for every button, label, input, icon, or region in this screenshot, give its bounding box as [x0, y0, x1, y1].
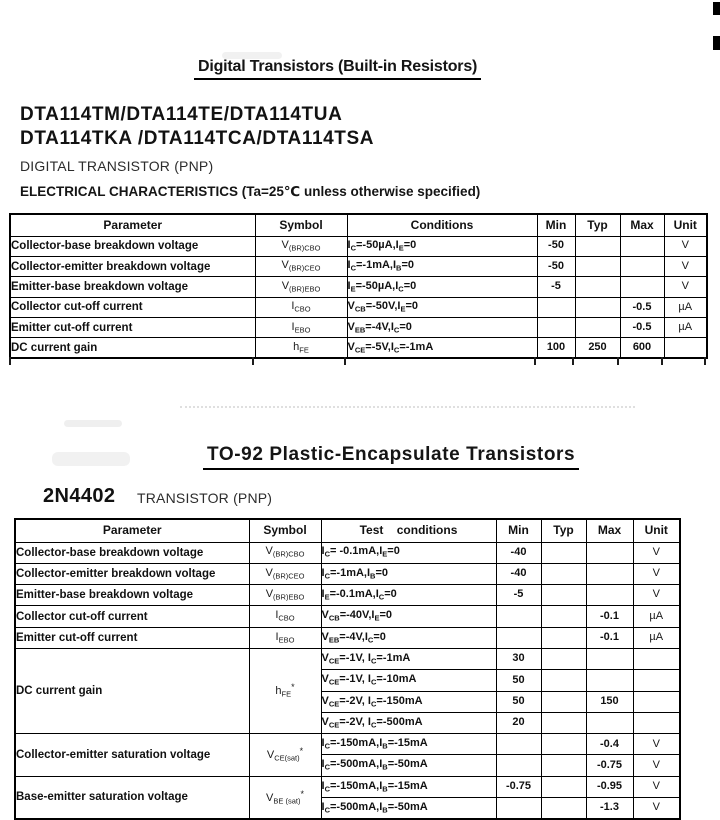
min-cell: -50 — [537, 256, 575, 276]
max-cell: -0.4 — [586, 734, 633, 755]
conditions-cell: $I_C=-150mA,I_B=-15mA$ — [321, 734, 496, 755]
max-cell: 600 — [620, 338, 664, 358]
conditions-cell: $I_C=-500mA,I_B=-50mA$ — [321, 755, 496, 776]
min-cell — [537, 297, 575, 317]
unit-cell: V — [633, 563, 680, 584]
scan-smudge-artifact — [52, 452, 130, 466]
min-cell — [496, 755, 541, 776]
max-cell — [620, 236, 664, 256]
min-cell: 100 — [537, 338, 575, 358]
unit-cell: µA — [633, 606, 680, 627]
conditions-cell: $V_{CB}=-50V,I_E=0$ — [347, 297, 537, 317]
scan-edge-mark-top — [713, 2, 720, 15]
electrical-characteristics-heading: ELECTRICAL CHARACTERISTICS (Ta=25℃ unless otherwise specified) — [20, 184, 481, 199]
column-header: Typ — [541, 519, 586, 542]
unit-cell: µA — [664, 318, 707, 338]
symbol-cell: $V_{(BR)CBO}$ — [255, 236, 347, 256]
conditions-cell: $I_C=-1mA,I_B=0$ — [321, 563, 496, 584]
table1-body — [10, 236, 707, 358]
symbol-cell: $I_{EBO}$ — [249, 627, 321, 648]
typ-cell — [541, 563, 586, 584]
parameter-cell: Emitter-base breakdown voltage — [10, 277, 255, 297]
typ-cell — [541, 691, 586, 712]
parameter-cell: Collector-emitter breakdown voltage — [15, 563, 249, 584]
parameter-cell: DC current gain — [15, 648, 249, 733]
typ-cell — [541, 670, 586, 691]
parameter-cell: Emitter cut-off current — [10, 318, 255, 338]
min-cell: -5 — [537, 277, 575, 297]
column-header: Symbol — [255, 214, 347, 236]
conditions-cell: $I_C=-150mA,I_B=-15mA$ — [321, 776, 496, 797]
unit-cell: V — [633, 734, 680, 755]
column-header: Symbol — [249, 519, 321, 542]
symbol-cell: $V_{(BR)CEO}$ — [249, 563, 321, 584]
max-cell: -0.5 — [620, 297, 664, 317]
min-cell: 50 — [496, 691, 541, 712]
max-cell: -0.75 — [586, 755, 633, 776]
column-header: Unit — [633, 519, 680, 542]
max-cell — [586, 563, 633, 584]
min-cell — [496, 798, 541, 819]
typ-cell — [541, 627, 586, 648]
cut-row-stub — [572, 357, 574, 365]
max-cell: -0.1 — [586, 627, 633, 648]
unit-cell — [633, 648, 680, 669]
max-cell: 150 — [586, 691, 633, 712]
section2-title: TO-92 Plastic-Encapsulate Transistors — [203, 444, 579, 470]
column-header: Parameter — [15, 519, 249, 542]
column-header: Test conditions — [321, 519, 496, 542]
parameter-cell: Emitter cut-off current — [15, 627, 249, 648]
2n4402-characteristics-table — [14, 518, 681, 820]
cut-row-stub — [617, 357, 619, 365]
cut-row-stub — [252, 357, 254, 365]
parameter-cell: Collector-base breakdown voltage — [10, 236, 255, 256]
dta114-characteristics-table — [9, 213, 708, 359]
symbol-cell: $I_{CBO}$ — [255, 297, 347, 317]
unit-cell: V — [633, 798, 680, 819]
table-row — [10, 256, 707, 276]
column-header: Min — [537, 214, 575, 236]
conditions-cell: $V_{CB}=-40V,I_E=0$ — [321, 606, 496, 627]
symbol-cell: $V_{BE (sat)}^*$ — [249, 776, 321, 819]
max-cell — [586, 670, 633, 691]
conditions-cell: $V_{CE}=-2V$, $I_C=-150mA$ — [321, 691, 496, 712]
unit-cell: V — [664, 277, 707, 297]
symbol-cell: $I_{CBO}$ — [249, 606, 321, 627]
table-row — [15, 563, 680, 584]
max-cell — [620, 277, 664, 297]
conditions-cell: $V_{EB}=-4V,I_C=0$ — [347, 318, 537, 338]
scan-smudge-artifact — [180, 406, 635, 411]
table-row — [15, 776, 680, 797]
unit-cell: V — [633, 755, 680, 776]
symbol-cell: $V_{(BR)EBO}$ — [255, 277, 347, 297]
table2-header-row — [15, 519, 680, 542]
column-header: Unit — [664, 214, 707, 236]
unit-cell: V — [664, 256, 707, 276]
table-row — [15, 734, 680, 755]
typ-cell — [541, 755, 586, 776]
section1-device-type: DIGITAL TRANSISTOR (PNP) — [20, 158, 214, 174]
table-row — [10, 236, 707, 256]
parameter-cell: Collector cut-off current — [15, 606, 249, 627]
max-cell: -0.5 — [620, 318, 664, 338]
typ-cell — [575, 318, 620, 338]
unit-cell: V — [633, 776, 680, 797]
part-numbers-line1: DTA114TM/DTA114TE/DTA114TUA — [20, 104, 343, 125]
typ-cell — [575, 256, 620, 276]
conditions-cell: $I_E=-0.1mA,I_C=0$ — [321, 585, 496, 606]
typ-cell — [575, 277, 620, 297]
parameter-cell: Collector-emitter saturation voltage — [15, 734, 249, 777]
typ-cell — [575, 236, 620, 256]
unit-cell — [633, 670, 680, 691]
section2-device-type: TRANSISTOR (PNP) — [137, 490, 273, 506]
max-cell — [620, 256, 664, 276]
symbol-cell: $V_{(BR)EBO}$ — [249, 585, 321, 606]
min-cell: -40 — [496, 542, 541, 563]
parameter-cell: DC current gain — [10, 338, 255, 358]
column-header: Typ — [575, 214, 620, 236]
column-header: Parameter — [10, 214, 255, 236]
symbol-cell: $h_{FE}^*$ — [249, 648, 321, 733]
table-row — [10, 277, 707, 297]
min-cell: -50 — [537, 236, 575, 256]
typ-cell — [541, 585, 586, 606]
parameter-cell: Base-emitter saturation voltage — [15, 776, 249, 819]
max-cell: -1.3 — [586, 798, 633, 819]
min-cell: 50 — [496, 670, 541, 691]
typ-cell — [541, 606, 586, 627]
table-row — [15, 648, 680, 669]
symbol-cell: $V_{CE(sat)}^*$ — [249, 734, 321, 777]
min-cell: 30 — [496, 648, 541, 669]
conditions-cell: $I_C=-1mA,I_B=0$ — [347, 256, 537, 276]
min-cell — [496, 606, 541, 627]
table-row — [10, 297, 707, 317]
table-row — [15, 542, 680, 563]
table1-header-row — [10, 214, 707, 236]
max-cell — [586, 648, 633, 669]
table-row — [15, 585, 680, 606]
table-row — [10, 318, 707, 338]
min-cell: -40 — [496, 563, 541, 584]
unit-cell — [633, 691, 680, 712]
cut-row-stub — [344, 357, 346, 365]
table2-body — [15, 542, 680, 819]
conditions-cell: $V_{CE}=-5V,I_C=-1mA$ — [347, 338, 537, 358]
unit-cell — [664, 338, 707, 358]
table-row — [15, 627, 680, 648]
conditions-cell: $V_{CE}=-1V$, $I_C=-10mA$ — [321, 670, 496, 691]
parameter-cell: Collector-base breakdown voltage — [15, 542, 249, 563]
unit-cell: V — [633, 585, 680, 606]
cut-row-stub — [704, 357, 706, 365]
parameter-cell: Emitter-base breakdown voltage — [15, 585, 249, 606]
cut-row-stub — [534, 357, 536, 365]
scan-edge-mark-second — [713, 36, 720, 50]
parameter-cell: Collector cut-off current — [10, 297, 255, 317]
typ-cell — [541, 734, 586, 755]
conditions-cell: $I_C=-500mA,I_B=-50mA$ — [321, 798, 496, 819]
conditions-cell: $V_{CE}=-1V$, $I_C=-1mA$ — [321, 648, 496, 669]
column-header: Max — [586, 519, 633, 542]
typ-cell — [541, 798, 586, 819]
symbol-cell: $V_{(BR)CEO}$ — [255, 256, 347, 276]
unit-cell — [633, 712, 680, 733]
unit-cell: V — [664, 236, 707, 256]
conditions-cell: $I_E=-50\mu A,I_C=0$ — [347, 277, 537, 297]
unit-cell: µA — [633, 627, 680, 648]
typ-cell: 250 — [575, 338, 620, 358]
part-number-2n4402: 2N4402 — [43, 485, 116, 507]
symbol-cell: $V_{(BR)CBO}$ — [249, 542, 321, 563]
cut-row-stub — [9, 357, 11, 365]
conditions-cell: $V_{CE}=-2V$, $I_C=-500mA$ — [321, 712, 496, 733]
typ-cell — [541, 776, 586, 797]
typ-cell — [541, 542, 586, 563]
max-cell — [586, 712, 633, 733]
min-cell — [496, 627, 541, 648]
symbol-cell: $h_{FE}$ — [255, 338, 347, 358]
symbol-cell: $I_{EBO}$ — [255, 318, 347, 338]
max-cell — [586, 585, 633, 606]
min-cell: -0.75 — [496, 776, 541, 797]
unit-cell: V — [633, 542, 680, 563]
typ-cell — [541, 648, 586, 669]
typ-cell — [575, 297, 620, 317]
column-header: Max — [620, 214, 664, 236]
column-header: Conditions — [347, 214, 537, 236]
unit-cell: µA — [664, 297, 707, 317]
min-cell — [537, 318, 575, 338]
min-cell: -5 — [496, 585, 541, 606]
table-row — [10, 338, 707, 358]
section1-title: Digital Transistors (Built-in Resistors) — [194, 58, 481, 80]
scan-smudge-artifact — [64, 420, 122, 427]
column-header: Min — [496, 519, 541, 542]
conditions-cell: $V_{EB}=-4V,I_C=0$ — [321, 627, 496, 648]
parameter-cell: Collector-emitter breakdown voltage — [10, 256, 255, 276]
min-cell — [496, 734, 541, 755]
max-cell — [586, 542, 633, 563]
part-numbers-line2: DTA114TKA /DTA114TCA/DTA114TSA — [20, 128, 375, 149]
min-cell: 20 — [496, 712, 541, 733]
cut-row-stub — [661, 357, 663, 365]
typ-cell — [541, 712, 586, 733]
conditions-cell: $I_C=-50\mu A,I_E=0$ — [347, 236, 537, 256]
max-cell: -0.95 — [586, 776, 633, 797]
table-row — [15, 606, 680, 627]
max-cell: -0.1 — [586, 606, 633, 627]
conditions-cell: $I_C= -0.1mA,I_E=0$ — [321, 542, 496, 563]
